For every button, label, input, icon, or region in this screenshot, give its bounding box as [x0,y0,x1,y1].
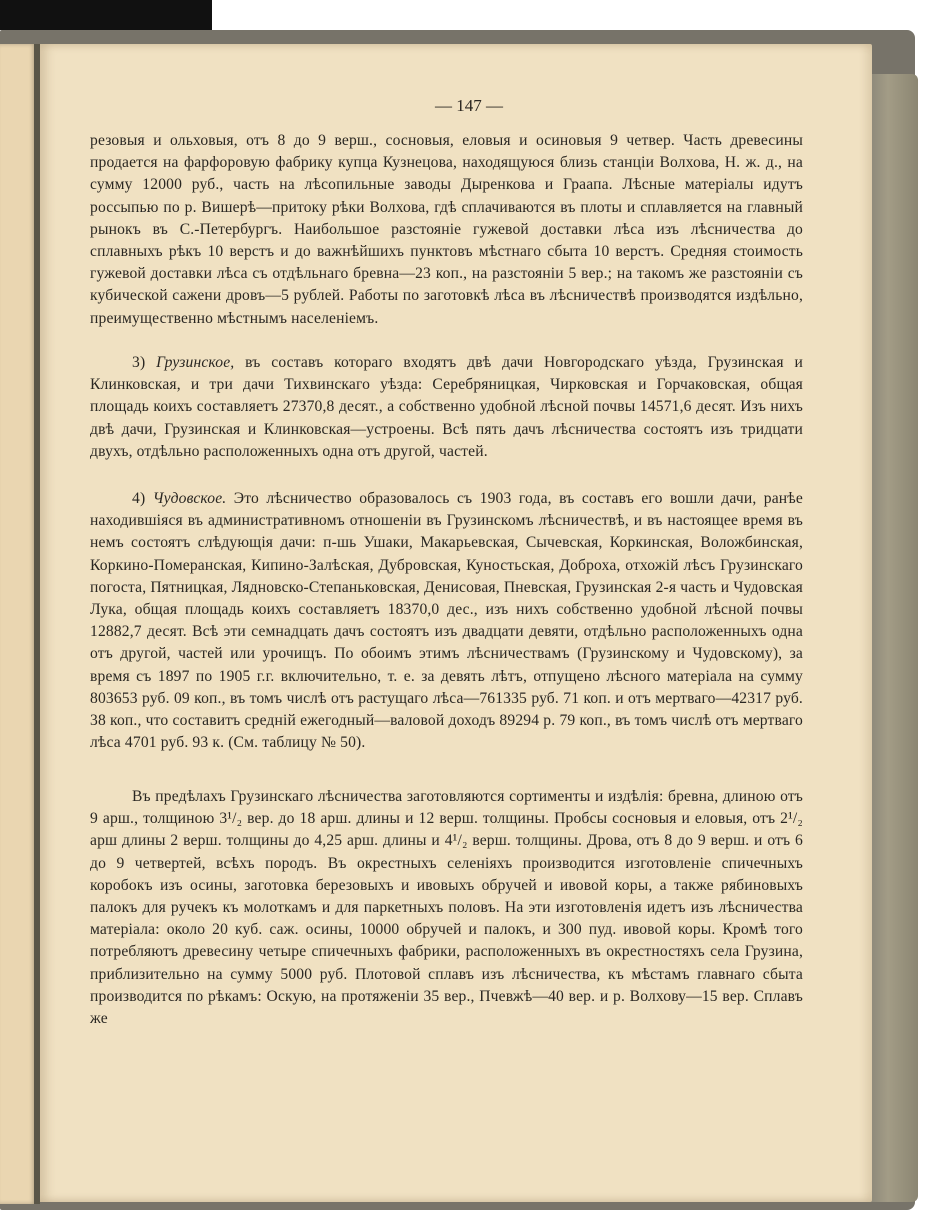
paragraph-1-text: резовыя и ольховыя, отъ 8 до 9 верш., сосновыя, еловыя и осиновыя 9 четвер. Часть древесины продается на фарфоровую фабрику купца Кузнецова, находящуюся близь станціи Волхова, Н. ж. д., на сумму 12000 руб., часть на лѣсопильные заводы Дыренкова и Граапа. Лѣсные матеріалы идутъ россыпью по р. Вишерѣ—притоку рѣки Волхова, гдѣ сплачиваются въ плоты и сплавляется на главный рынокъ въ С.-Петербургъ. Наибольшое разстояніе гужевой доставки лѣса изъ лѣсничества до сплавныхъ рѣкъ 10 верстъ и до важнѣйшихъ пунктовъ мѣстнаго сбыта 10 верстъ. Средняя стоимость гужевой доставки лѣса съ отдѣльнаго бревна—23 коп., на разстояніи 5 вер.; на такомъ же разстояніи съ кубической сажени дровъ—5 рублей. Работы по заготовкѣ лѣса въ лѣсничествѣ производятся издѣльно, преимущественно мѣстнымъ населеніемъ. [90,132,803,327]
paragraph-3-heading: Чудовское. [152,490,227,507]
paragraph-4-text: Въ предѣлахъ Грузинскаго лѣсничества заготовляются сортименты и издѣлія: бревна, длиною отъ 9 арш., толщиною 3¹/₂ вер. до 18 арш. длины и 12 верш. толщины. Пробсы сосновыя и еловыя, отъ 2¹/₂ арш длины 2 верш. толщины до 4,25 арш. длины и 4¹/₂ верш. толщины. Дрова, отъ 8 до 9 верш. и отъ 6 до 9 четвертей, всѣхъ породъ. Въ окрестныхъ селеніяхъ производится изготовленіе спичечныхъ коробокъ изъ осины, заготовка березовыхъ и ивовыхъ обручей и ивовой коры, а также рябиновыхъ палокъ для ручекъ къ молоткамъ и для паркетныхъ половъ. На эти изготовленія идетъ изъ лѣсничества матеріала: около 20 куб. саж. осины, 10000 обручей и палокъ, и 300 пуд. ивовой коры. Кромѣ того потребляютъ древесину четыре спичечныхъ фабрики, расположенныхъ въ окрестностяхъ села Грузина, приблизительно на сумму 5000 руб. Плотовой сплавъ изъ лѣсничества, къ мѣстамъ главнаго сбыта производится по рѣкамъ: Оскую, на протяженіи 35 вер., Пчевжѣ—40 вер. и р. Волхову—15 вер. Сплавъ же [90,788,803,1028]
paragraph-4 [90,786,803,1030]
paragraph-3-number: 4) [132,490,146,507]
paragraph-3 [90,488,803,754]
paragraph-2-text: въ составъ котораго входятъ двѣ дачи Новгородскаго уѣзда, Грузинская и Клинковская, и три дачи Тихвинскаго уѣзда: Серебряницкая, Чирковская и Горчаковская, общая площадь коихъ составляетъ 27370,8 десят., а собственно удобной лѣсной почвы 14571,6 десят. Изъ нихъ двѣ дачи, Грузинская и Клинковская—устроены. Всѣ пять дачъ лѣсничества состоятъ изъ тридцати двухъ, отдѣльно расположенныхъ одна отъ другой, частей. [90,354,803,460]
paragraph-2-body [90,352,803,463]
paragraph-1 [90,130,803,330]
paragraph-3-body [90,488,803,754]
paragraph-2 [90,352,803,463]
paragraph-2-heading: Грузинское, [156,354,235,371]
cover-edge [868,74,918,1202]
paragraph-3-text: Это лѣсничество образовалось съ 1903 года, въ составъ его вошли дачи, ранѣе находившіяся въ административномъ отношеніи въ Грузинскомъ лѣсничествѣ, и въ настоящее время въ немъ состоятъ слѣдующія дачи: п-шь Ушаки, Макарьевская, Сычевская, Коркинская, Воложбинская, Коркино-Померанская, Кипино-Залѣская, Дубровская, Куностьская, Доброха, отхожій лѣсъ Грузинскаго погоста, Пятницкая, Лядновско-Степаньковская, Денисовая, Пневская, Грузинская 2-я часть и Чудовская Лука, общая площадь коихъ составляетъ 18370,0 дес., изъ нихъ собственно удобной лѣсной почвы 12882,7 десят. Всѣ эти семнадцать дачъ состоятъ изъ двадцати девяти, отдѣльно расположенныхъ одна отъ другой, частей или урочищъ. По обоимъ этимъ лѣсничествамъ (Грузинскому и Чудовскому), за время съ 1897 по 1905 г.г. включительно, т. е. за девять лѣтъ, отпущено лѣсного матеріала на сумму 803653 руб. 09 коп., въ томъ числѣ отъ растущаго лѣса—761335 руб. 71 коп. и отъ мертваго—42317 руб. 38 коп., что составитъ средній ежегодный—валовой доходъ 89294 р. 79 коп., въ томъ числѣ отъ мертваго лѣса 4701 руб. 93 к. (См. таблицу № 50). [90,490,803,752]
page-number: — 147 — [435,96,503,115]
paragraph-2-number: 3) [132,354,146,371]
left-page-edge [0,44,36,1204]
gutter [34,44,40,1204]
